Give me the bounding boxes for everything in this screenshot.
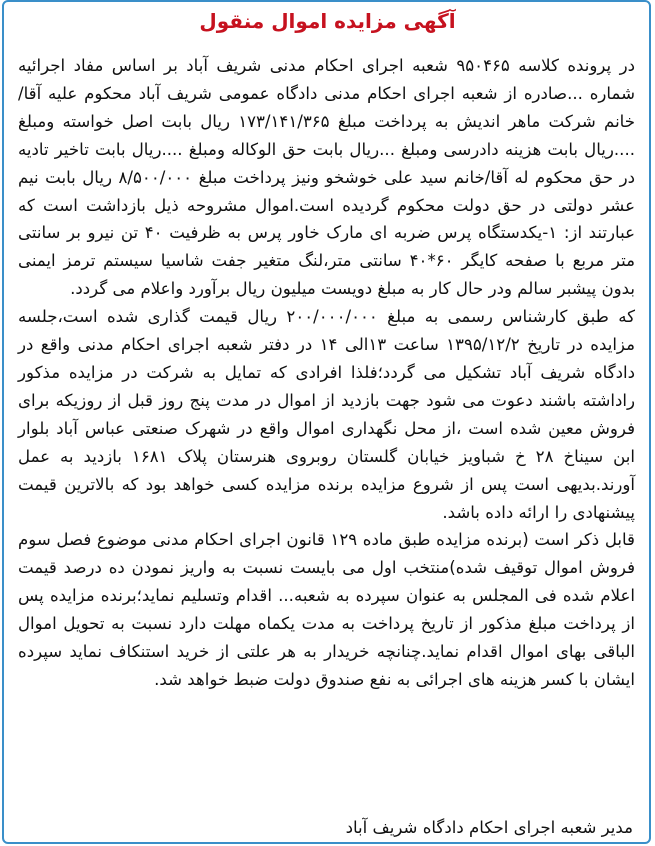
notice-body <box>18 52 635 694</box>
signature: مدیر شعبه اجرای احکام دادگاه شریف آباد <box>345 818 633 837</box>
paragraph-2: که طبق کارشناس رسمی به مبلغ ۲۰۰/۰۰۰/۰۰۰ ریال قیمت گذاری شده است،جلسه مزایده در تاریخ ۱۳۹۵/۱۲/۲ ساعت ۱۳الی ۱۴ در دفتر شعبه اجرای احکام مدنی واقع در دادگاه شریف آباد تشکیل می گردد؛فلذا افرادی که تمایل به شرکت در مزایده مذکور راداشته باشند دعوت می شود جهت بازدید از اموال در مدت پنج روز قبل از روزیکه برای فروش معین شده است ،از محل نگهداری اموال واقع در شهرک صنعتی عباس آباد بلوار ابن سیناخ ۲۸ خ شباویز خیابان گلستان روبروی هنرستان پلاک ۱۶۸۱ بازدید به عمل آورند.بدیهی است پس از شروع مزایده برنده مزایده کسی خواهد بود که بالاترین قیمت پیشنهادی را ارائه داده باشد. <box>18 307 635 522</box>
paragraph-3: قابل ذکر است (برنده مزایده طبق ماده ۱۲۹ قانون اجرای احکام مدنی موضوع فصل سوم فروش اموال توقیف شده)منتخب اول می بایست نسبت به واریز نمودن ده درصد قیمت اعلام شده فی المجلس به عنوان سپرده به شعبه... اقدام وتسلیم نماید؛برنده مزایده پس از پرداخت مبلغ مذکور از تاریخ پرداخت به مدت یکماه مهلت دارد نسبت به تحویل اموال الباقی بهای اموال اقدام نماید.چنانچه خریدار به هر علتی از خرید استنکاف نماید سپرده ایشان با کسر هزینه های اجرائی به نفع صندوق دولت ضبط خواهد شد. <box>18 530 635 689</box>
paragraph-1: در پرونده کلاسه ۹۵۰۴۶۵ شعبه اجرای احکام مدنی شریف آباد بر اساس مفاد اجرائیه شماره ...صادره از شعبه اجرای احکام مدنی دادگاه عمومی شریف آباد محکوم علیه آقا/خانم شرکت ماهر اندیش به پرداخت مبلغ ۱۷۳/۱۴۱/۳۶۵ ریال بابت اصل خواسته ومبلغ ....ریال بابت هزینه دادرسی ومبلغ ...ریال بابت حق الوکاله ومبلغ ....ریال بابت تاخیر تادیه در حق محکوم له آقا/خانم سید علی خوشخو ونیز پرداخت مبلغ ۸/۵۰۰/۰۰۰ ریال بابت نیم عشر دولتی در حق دولت محکوم گردیده است.اموال مشروحه ذیل بازداشت است که عبارتند از: ۱-یکدستگاه پرس ضربه ای مارک خاور پرس به ظرفیت ۴۰ تن نیرو بر سانتی متر مربع با صفحه کایگر ۶۰*۴۰ سانتی متر،لنگ متغیر جفت شاسیا سیستم ترمز ایمنی بدون پیشبر سالم ودر حال کار به مبلغ دویست میلیون ریال برآورد واعلام می گردد. <box>18 56 636 299</box>
notice-title: آگهی مزایده اموال منقول <box>199 9 456 33</box>
